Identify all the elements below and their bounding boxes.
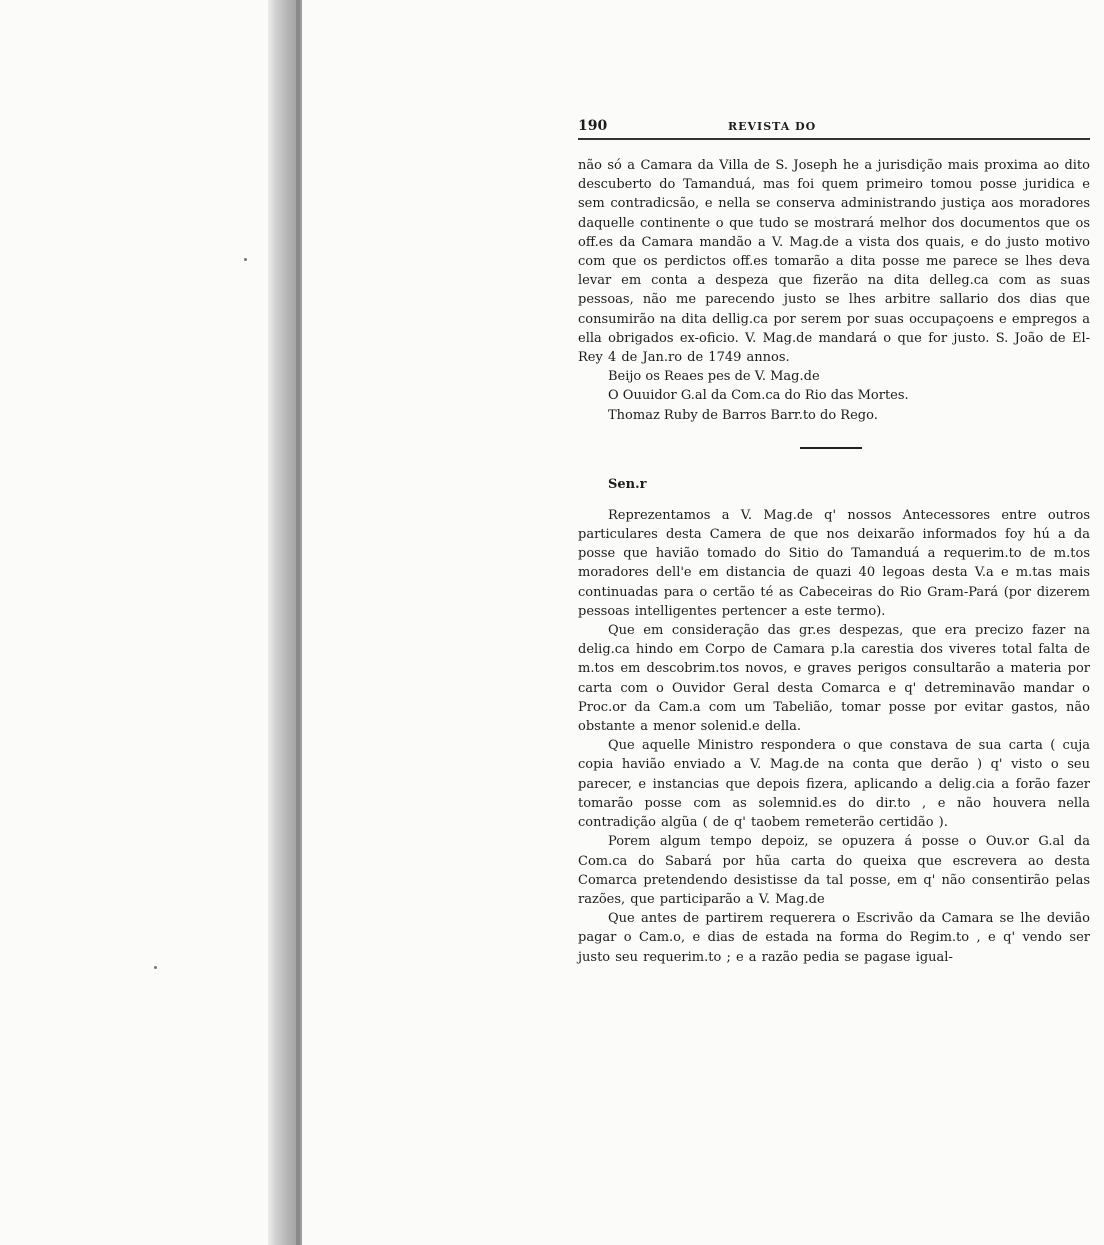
letter2-paragraph: Que em consideração das gr.es despezas, que era precizo fazer na delig.ca hindo em Corpo de Camara p.la carestia dos viveres total falta de m.tos em descobrim.tos novos, e graves perigos consultarão a materia por carta com o Ouvidor Geral desta Comarca e q' detreminavão mandar o Proc.or da Cam.a com um Tabelião, tomar posse por evitar gastos, não obstante a menor solenid.e della. <box>578 623 1090 735</box>
document-page <box>578 118 1090 967</box>
scan-speck <box>244 258 247 261</box>
page-number: 190 <box>578 118 608 134</box>
letter2-paragraph: Que aquelle Ministro respondera o que constava de sua carta ( cuja copia havião enviado a V. Mag.de na conta que derão ) q' visto o seu parecer, e instancias que depois fizera, aplicando a delig.cia a forão fazer tomarão posse com as solemnid.es do dir.to , e não houvera nella contradição algũa ( de q' taobem remeterão certidão ). <box>578 738 1090 831</box>
page-header <box>578 118 1090 140</box>
letter1-signature: Thomaz Ruby de Barros Barr.to do Rego. <box>608 407 878 423</box>
section-divider <box>800 447 862 449</box>
letter2-paragraph: Que antes de partirem requerera o Escrivão da Camara se lhe devião pagar o Cam.o, e dias de estada na forma do Regim.to , e q' vendo ser justo seu requerim.to ; e a razão pedia se pagase igual- <box>578 911 1090 965</box>
letter1-closing-1: Beijo os Reaes pes de V. Mag.de <box>608 369 820 385</box>
letter2-salutation: Sen.r <box>608 476 647 492</box>
scan-speck <box>154 966 157 969</box>
letter1-body: não só a Camara da Villa de S. Joseph he a jurisdição mais proxima ao dito descuberto do Tamanduá, mas foi quem primeiro tomou posse juridica e sem contradicsão, e nella se conserva administrando justiça aos moradores daquelle continente o que tudo se mostrará melhor dos documentos que os off.es da Camara mandão a V. Mag.de a vista dos quais, e do justo motivo com que os perdictos off.es tomarão a dita posse me parece se lhes deva levar em conta a despeza que fizerão na dita delleg.ca com as suas pessoas, não me parecendo justo se lhes arbitre sallario dos dias que consumirão na dita dellig.ca por serem por suas occupaçoens e empregos a ella obrigados ex-oficio. V. Mag.de mandará o que for justo. S. João de El-Rey 4 de Jan.ro de 1749 annos. <box>578 158 1090 366</box>
letter2-paragraph: Porem algum tempo depoiz, se opuzera á posse o Ouv.or G.al da Com.ca do Sabará por hũa carta do queixa que escrevera ao desta Comarca pretendendo desistisse da tal posse, em q' não consentirão pelas razões, que participarão a V. Mag.de <box>578 834 1090 907</box>
letter2-paragraph: Reprezentamos a V. Mag.de q' nossos Antecessores entre outros particulares desta Camera de que nos deixarão informados foy hú a da posse que havião tomado do Sitio do Tamanduá a requerim.to de m.tos moradores dell'e em distancia de quazi 40 legoas desta V.a e m.tas mais continuadas para o certão té as Cabeceiras do Rio Gram-Pará (por dizerem pessoas intelligentes pertencer a este termo). <box>578 507 1090 619</box>
book-gutter-edge <box>296 0 300 1245</box>
letter1-closing-2: O Ouuidor G.al da Com.ca do Rio das Mortes. <box>608 388 909 404</box>
running-title: REVISTA DO <box>728 120 817 133</box>
